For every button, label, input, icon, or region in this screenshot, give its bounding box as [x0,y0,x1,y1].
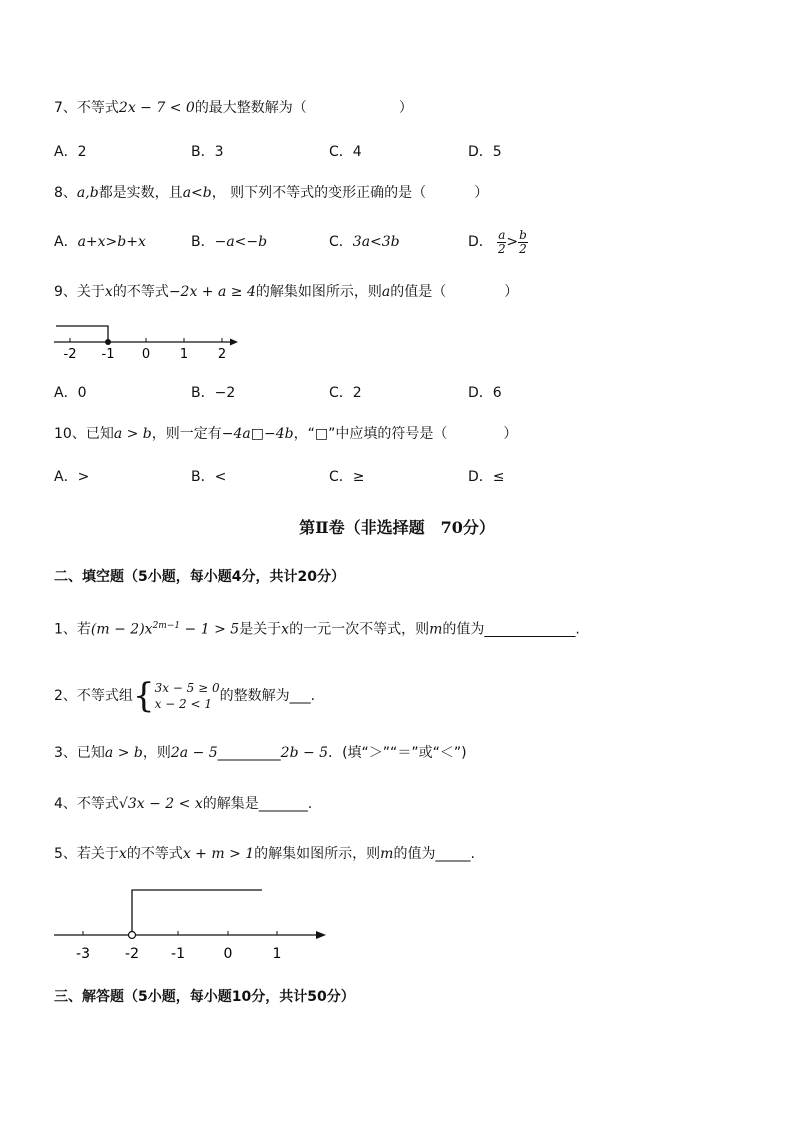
f2-answer-blank[interactable]: ___ [289,688,311,704]
q8-option-d[interactable]: D． $\frac{a}{2}$ > $\frac{b}{2}$ [468,227,527,256]
q9-option-c[interactable]: C．2 [329,385,362,401]
q7-option-d[interactable]: D．5 [468,144,502,160]
f2-inequality-system: { 3x − 5 ≥ 0 x − 2 < 1 [132,676,220,716]
fill-question-4: 4、不等式√3x − 2 < x的解集是_______. [54,796,313,812]
q9-solution-bracket [56,326,108,342]
q7-option-c[interactable]: C．4 [329,144,362,160]
f3-answer-blank[interactable]: _________ [217,745,281,761]
part-2-title: 第Ⅱ卷（非选择题 70分） [299,518,495,537]
q10-option-b[interactable]: B．< [191,469,227,485]
question-9-stem: 9、关于x的不等式−2x + a ≥ 4的解集如图所示，则a的值是（ ） [54,284,519,300]
q7-option-b[interactable]: B．3 [191,144,224,160]
fill-question-1: 1、若$(m - 2)x^{2m-1} - 1 > 5$是关于x的一元一次不等式，则m的值为_____________. [54,621,580,638]
section-3-heading: 三、解答题（5小题，每小题10分，共计50分） [54,989,355,1005]
q10-option-c[interactable]: C．≥ [329,469,365,485]
q7-expression: 2x − 7 < 0 [118,100,195,116]
question-10-stem: 10、已知a > b，则一定有−4a□−4b，“□”中应填的符号是（ ） [54,426,518,442]
question-7-stem: 7、不等式2x − 7 < 0的最大整数解为（ ） [54,100,413,116]
q9-tick-label: -2 [63,347,77,362]
q9-number-line [50,318,250,364]
section-2-heading: 二、填空题（5小题，每小题4分，共计20分） [54,569,345,585]
q7-option-a[interactable]: A．2 [54,144,87,160]
f5-solution-bracket [132,890,262,932]
q9-option-a[interactable]: A．0 [54,385,87,401]
q8-option-c[interactable]: C．3a<3b [329,234,400,250]
q9-tick-label: -1 [101,347,115,362]
question-8-stem: 8、a,b都是实数，且a<b， 则下列不等式的变形正确的是（ ） [54,185,489,201]
q9-option-d[interactable]: D．6 [468,385,502,401]
f5-answer-blank[interactable]: _____ [435,846,471,862]
q10-option-a[interactable]: A．> [54,469,90,485]
q10-option-d[interactable]: D．≤ [468,469,505,485]
f4-answer-blank[interactable]: _______ [258,796,308,812]
f5-open-point [129,932,136,939]
q9-tick-label: 0 [141,347,151,362]
f5-tick-label: -3 [76,946,90,962]
q9-tick-label: 2 [217,347,227,362]
f5-axis-arrow [316,931,326,939]
f5-tick-label: -1 [171,946,185,962]
fill-question-2: 2、不等式组{ 3x − 5 ≥ 0 x − 2 < 1 的整数解为___. [54,676,316,716]
fill-question-5: 5、若关于x的不等式x + m > 1的解集如图所示，则m的值为_____. [54,846,475,862]
q9-axis-arrow [230,339,238,346]
q9-tick-label: 1 [179,347,189,362]
f5-tick-label: 1 [272,946,282,962]
q8-option-b[interactable]: B．−a<−b [191,234,268,250]
f5-tick-label: 0 [223,946,233,962]
f1-answer-blank[interactable]: _____________ [484,621,576,638]
f5-number-line [50,880,335,966]
f5-tick-label: -2 [125,946,139,962]
q9-option-b[interactable]: B．−2 [191,385,236,401]
q8-option-a[interactable]: A．a+x>b+x [54,234,146,250]
fill-question-3: 3、已知a > b，则2a − 5_________2b − 5．(填“＞”“＝”或“＜”) [54,745,467,761]
q9-solid-point [105,339,111,345]
